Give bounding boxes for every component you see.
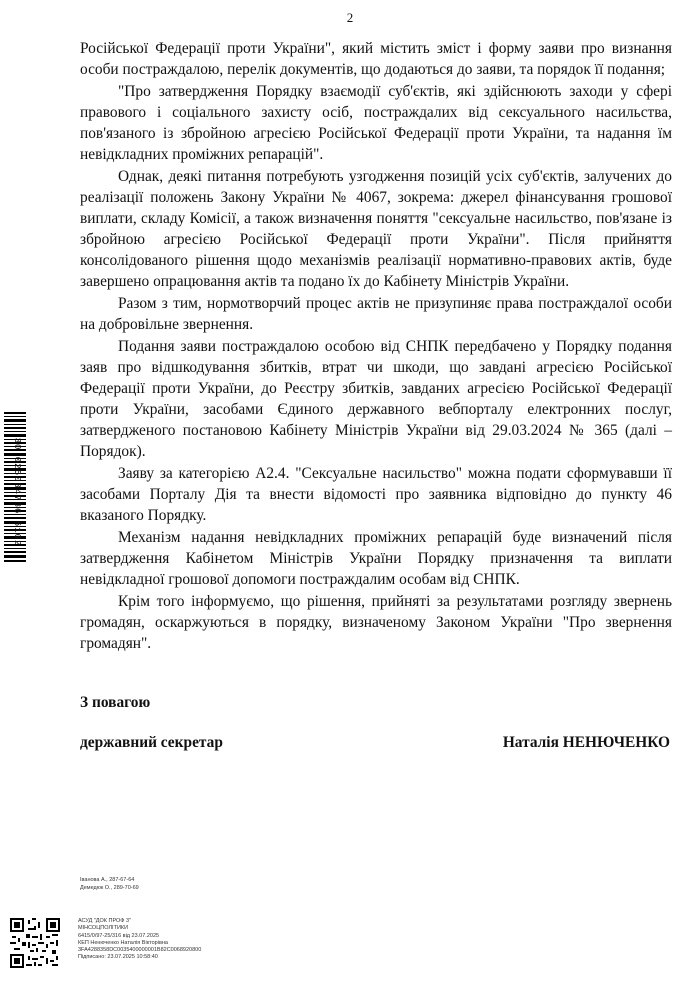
executor-line: Демедюк О., 289-70-69 [80,885,139,891]
barcode-number: 30 025084786 6102 [12,437,22,547]
eds-line: КЕП Ненюченко Наталія Вікторівна [78,939,168,946]
digital-signature-stamp [78,918,201,962]
eds-line: 6415/0/97-25/316 від 23.07.2025 [78,932,160,939]
page-number: 2 [346,10,354,25]
signatory-title: державний секретар [80,734,223,751]
executors-block [80,876,139,892]
eds-line: 3FA4288358DC0035400000001B82C0068920800 [78,947,202,954]
executor-line: Іванова А., 287-67-64 [80,877,135,883]
paragraph-5: Подання заяви постраждалою особою від СНПК передбачено у Порядку подання заяв про відшкодування збитків, втрат чи шкоди, що завдані агресією Російської Федерації проти України, до Реєстру збитків, завданих агресією Російської Федерації проти України, засобами Єдиного державного вебпорталу електронних послуг, затвердженого постановою Кабінету Міністрів України від 29.03.2024 № 365 (далі – Порядок). [80,338,672,460]
paragraph-8: Крім того інформуємо, що рішення, прийняті за результатами розгляду звернень громадян, оскаржуються в порядку, визначеному Законом України "Про звернення громадян". [80,593,672,652]
qr-code-icon [10,918,60,968]
closing-regards: З повагою [80,694,151,711]
paragraph-1: Російської Федерації проти України", який містить зміст і форму заяви про визнання особи постраждалою, перелік документів, що додаються до заяви, та порядок її подання; [80,40,672,78]
paragraph-3: Однак, деякі питання потребують узгодження позицій усіх суб'єктів, залучених до реалізації положень Закону України № 4067, зокрема: джерел фінансування грошової виплати, складу Комісії, а також визначення поняття "сексуальне насильство, пов'язане із збройною агресією Російської Федерації проти України". Після прийняття консолідованого рішення щодо механізмів реалізації нормативно-правових актів, буде завершено опрацювання актів та подано їх до Кабінету Міністрів України. [80,168,672,290]
paragraph-7: Механізм надання невідкладних проміжних репарацій буде визначений після затвердження Кабінетом Міністрів України Порядку призначення та виплати невідкладної грошової допомоги постраждалим особам від СНПК. [80,529,672,588]
paragraph-4: Разом з тим, нормотворчий процес актів не призупиняє права постраждалої особи на добровільне звернення. [80,295,672,333]
letter-body [80,38,672,655]
signatory-name: Наталія НЕНЮЧЕНКО [502,734,670,751]
paragraph-6: Заяву за категорією А2.4. "Сексуальне насильство" можна подати сформувавши її засобами Порталу Дія та внести відомості про заявника відповідно до пункту 46 вказаного Порядку. [80,465,672,524]
eds-line: АСУД "ДОК ПРОФ 3" [78,918,132,924]
eds-line: МІНСОЦПОЛІТИКИ [78,925,129,932]
paragraph-2: "Про затвердження Порядку взаємодії суб'єктів, які здійснюють заходи у сфері правового і соціального захисту осіб, постраждалих від сексуального насильства, пов'язаного із збройною агресією Російської Федерації проти України, та надання їм невідкладних проміжних репарацій". [80,83,672,163]
eds-line: Підписано: 23.07.2025 10:58:40 [78,954,158,961]
